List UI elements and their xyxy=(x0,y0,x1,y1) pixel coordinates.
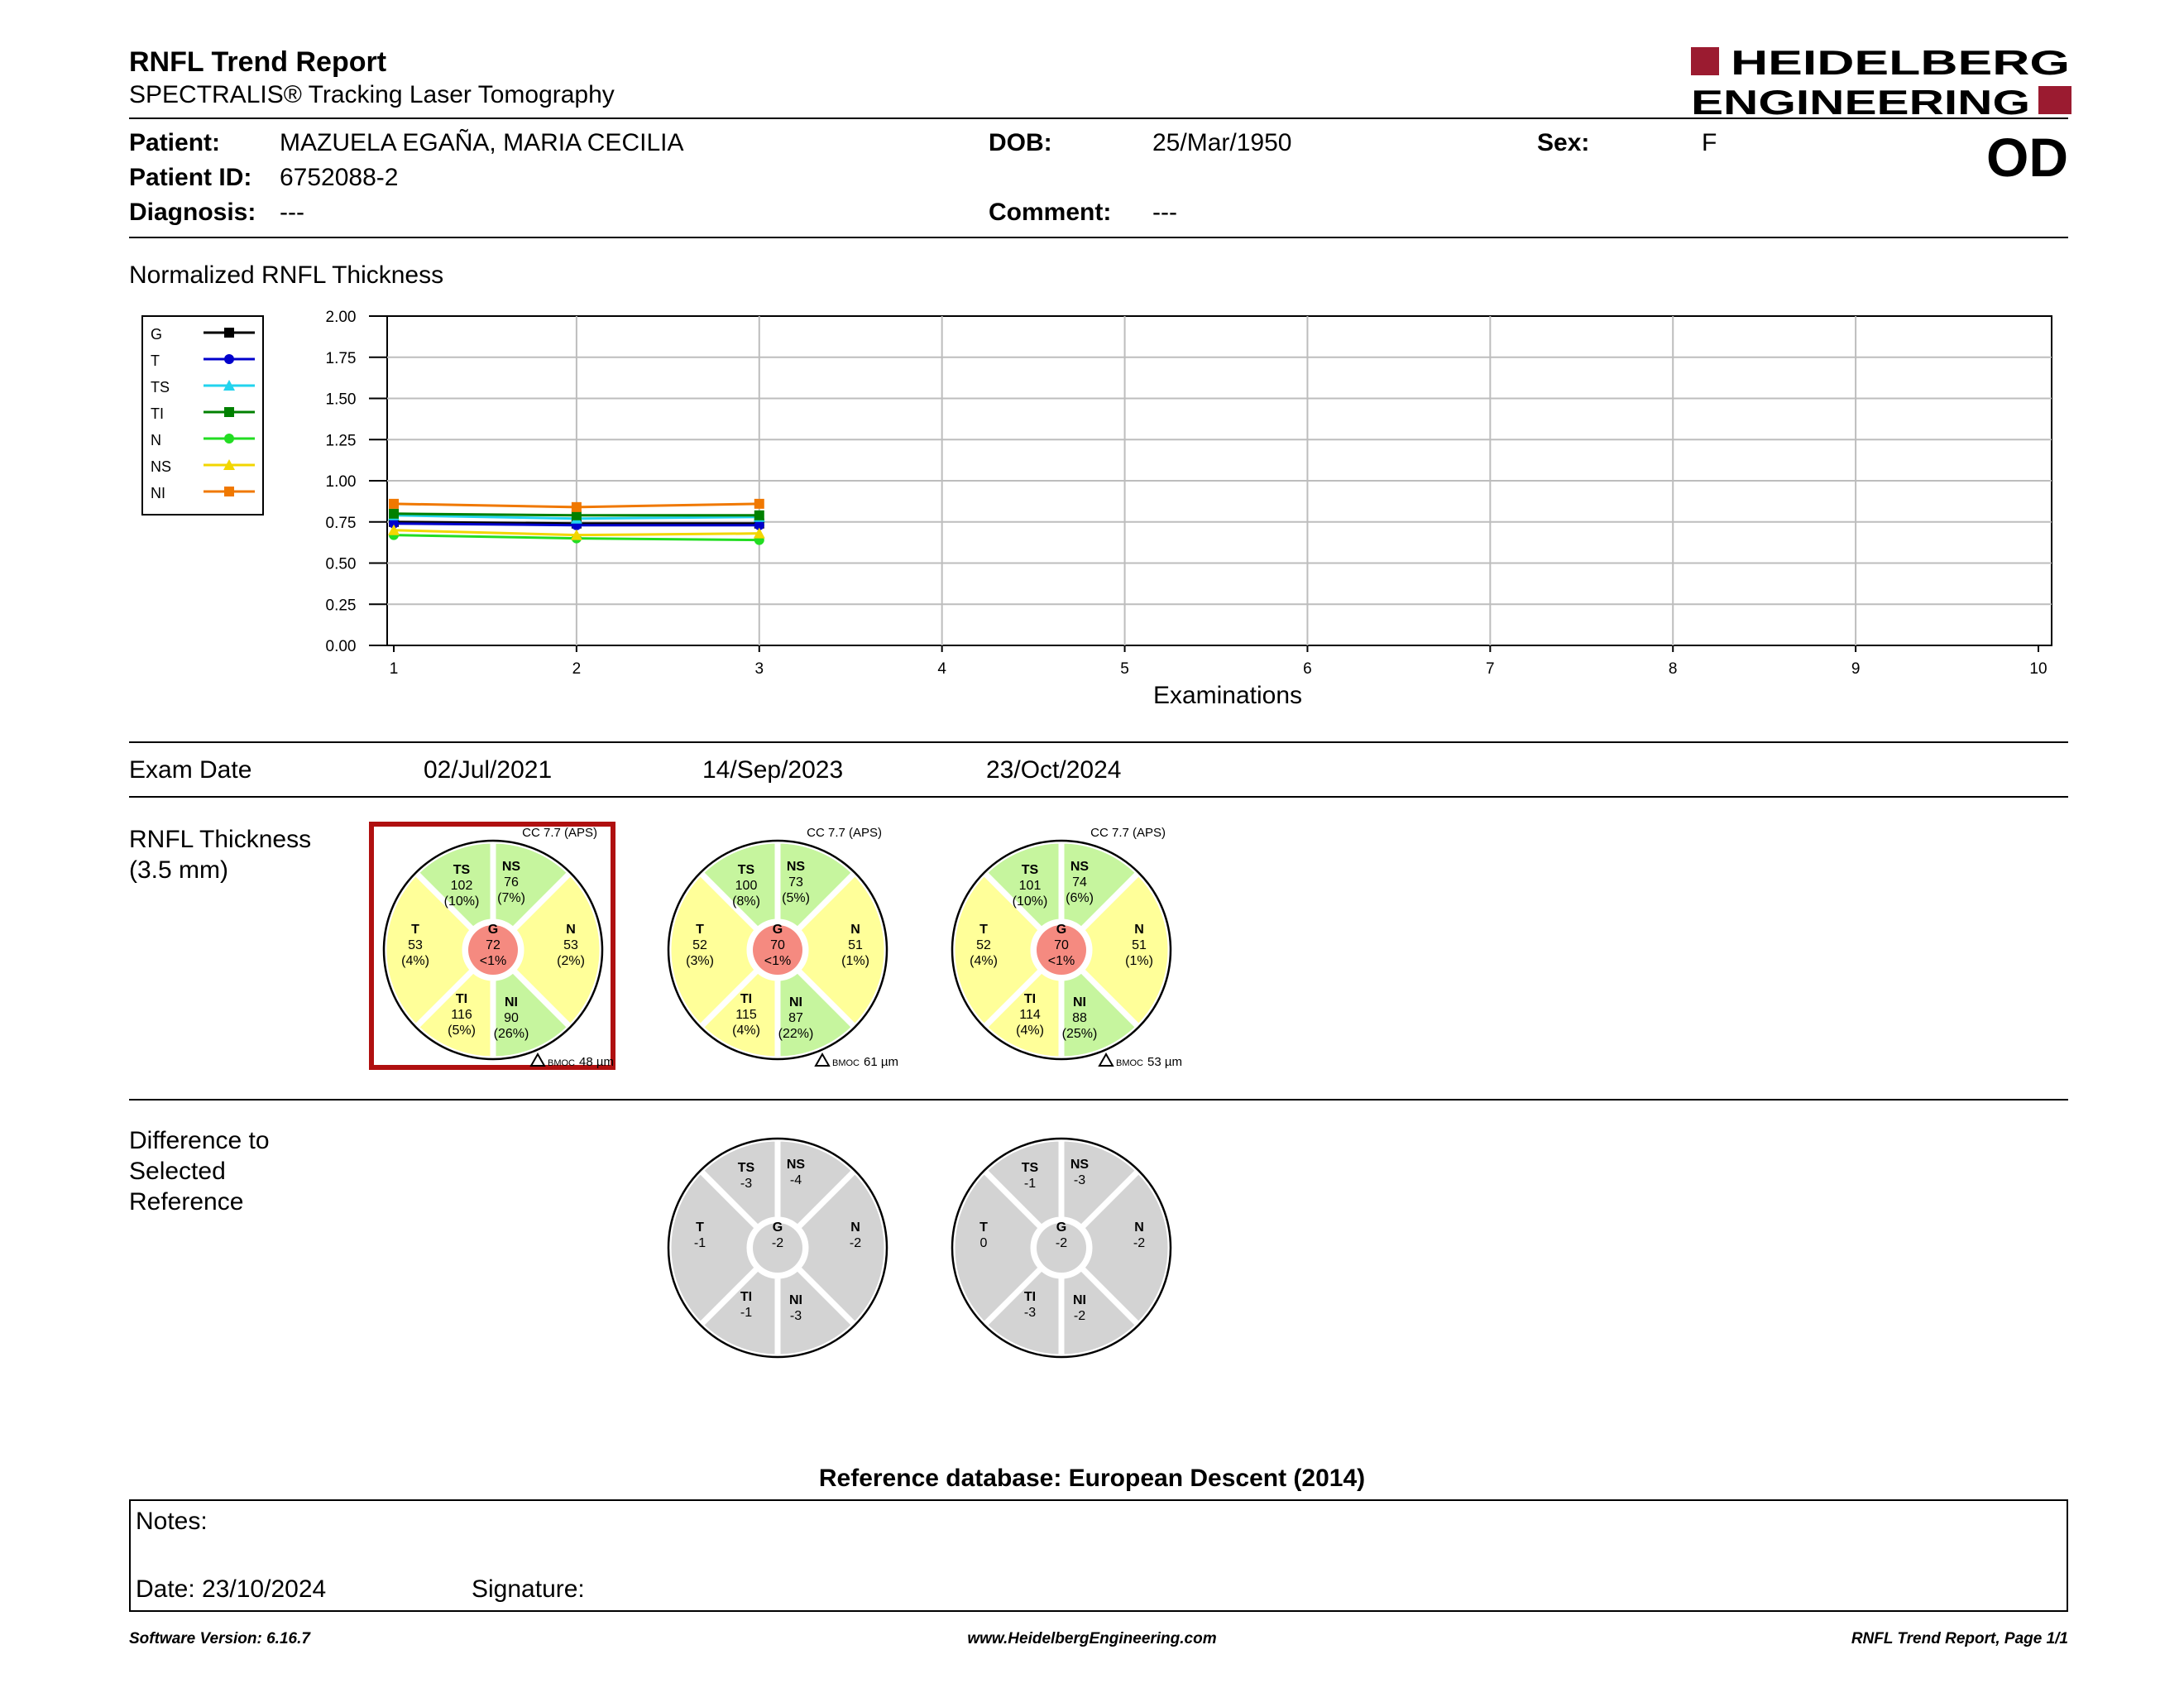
chart-section-title: Normalized RNFL Thickness xyxy=(129,261,444,289)
sector-value-ti: 116 xyxy=(451,1008,472,1022)
sector-value-ns: 74 xyxy=(1072,875,1087,890)
exam-date-1: 02/Jul/2021 xyxy=(424,756,553,784)
sector-value-g: 70 xyxy=(770,938,785,952)
chart-y-tick-label: 2.00 xyxy=(325,309,357,326)
chart-x-tick-label: 10 xyxy=(2029,660,2048,678)
bmoc-value: 53 µm xyxy=(1147,1055,1182,1069)
sector-label-ti: TI xyxy=(1023,992,1037,1006)
delta-icon xyxy=(816,1054,829,1066)
chart-x-tick-label: 3 xyxy=(754,660,764,678)
sector-label-t: T xyxy=(411,923,419,937)
sector-label-ni: NI xyxy=(1073,1293,1086,1307)
sector-label-ns: NS xyxy=(786,860,806,874)
chart-x-tick-label: 9 xyxy=(1851,660,1861,678)
cc-label: CC 7.7 (APS) xyxy=(1090,826,1166,840)
notes-box xyxy=(129,1499,2068,1612)
sector-label-ti: TI xyxy=(740,992,753,1006)
chart-legend-label: TS xyxy=(151,379,170,396)
sector-value-ni: 88 xyxy=(1072,1011,1087,1025)
signature-label: Signature: xyxy=(472,1575,585,1603)
sector-value-g: -2 xyxy=(1055,1236,1068,1250)
chart-y-tick-label: 0.75 xyxy=(325,514,357,532)
chart-x-tick-label: 1 xyxy=(389,660,399,678)
sector-value-n: -2 xyxy=(1133,1236,1146,1250)
sector-label-ns: NS xyxy=(1070,1158,1090,1172)
notes-label: Notes: xyxy=(136,1508,208,1535)
sector-value-g: -2 xyxy=(771,1236,784,1250)
footer-website[interactable]: www.HeidelbergEngineering.com xyxy=(967,1630,1217,1647)
logo-line-1: HEIDELBERG xyxy=(1731,43,2070,82)
sector-label-t: T xyxy=(979,923,988,937)
sector-label-ti: TI xyxy=(1023,1290,1037,1304)
sector-percentile-t: (4%) xyxy=(401,954,429,968)
thickness-circle-1 xyxy=(384,826,614,1069)
sector-percentile-ti: (5%) xyxy=(448,1024,476,1038)
difference-circle-1 xyxy=(668,1139,887,1357)
sector-percentile-n: (1%) xyxy=(1125,954,1153,968)
chart-y-tick-label: 1.25 xyxy=(325,432,357,450)
sector-value-ti: -1 xyxy=(740,1306,753,1320)
chart-legend-label: NS xyxy=(151,458,172,475)
sector-value-ts: 100 xyxy=(735,879,758,893)
thickness-divider xyxy=(129,1099,2068,1101)
sector-value-n: 53 xyxy=(563,938,578,952)
sector-value-ni: 87 xyxy=(788,1011,803,1025)
cc-label: CC 7.7 (APS) xyxy=(522,826,597,840)
sector-value-ts: -3 xyxy=(740,1177,753,1191)
sector-value-n: -2 xyxy=(849,1236,862,1250)
sector-value-ns: 73 xyxy=(788,875,803,890)
chart-x-tick-label: 7 xyxy=(1486,660,1495,678)
chart-y-tick-label: 0.00 xyxy=(325,638,357,655)
dob-value: 25/Mar/1950 xyxy=(1152,129,1292,156)
sector-percentile-g: <1% xyxy=(764,954,792,968)
sector-value-ti: 114 xyxy=(1019,1008,1041,1022)
patient-id-label: Patient ID: xyxy=(129,164,252,191)
sector-label-ts: TS xyxy=(737,1161,755,1175)
diagnosis-value: --- xyxy=(280,199,304,226)
report-subtitle: SPECTRALIS® Tracking Laser Tomography xyxy=(129,81,615,108)
bmoc-value: 61 µm xyxy=(864,1055,898,1069)
sector-value-n: 51 xyxy=(848,938,863,952)
sector-percentile-n: (1%) xyxy=(841,954,869,968)
sector-label-g: G xyxy=(1056,1220,1067,1235)
patient-label: Patient: xyxy=(129,129,221,156)
sex-label: Sex: xyxy=(1537,129,1590,156)
cc-label: CC 7.7 (APS) xyxy=(807,826,882,840)
sector-percentile-t: (4%) xyxy=(970,954,998,968)
sector-value-ts: 102 xyxy=(450,879,473,893)
sector-percentile-ti: (4%) xyxy=(1016,1024,1044,1038)
logo-line-2: ENGINEERING xyxy=(1691,83,2030,122)
exam-date-2: 14/Sep/2023 xyxy=(702,756,844,784)
chart-x-tick-label: 4 xyxy=(937,660,946,678)
sector-label-ts: TS xyxy=(1021,863,1039,877)
footer-page: RNFL Trend Report, Page 1/1 xyxy=(1851,1630,2068,1647)
notes-date: Date: 23/10/2024 xyxy=(136,1575,327,1603)
sector-percentile-ns: (5%) xyxy=(782,891,810,905)
sector-label-g: G xyxy=(1056,923,1067,937)
sector-value-ns: -3 xyxy=(1073,1173,1086,1187)
sector-value-ns: -4 xyxy=(789,1173,802,1187)
reference-database: Reference database: European Descent (2014) xyxy=(818,1465,1366,1492)
chart-y-tick-label: 1.00 xyxy=(325,473,357,491)
sector-label-ts: TS xyxy=(1021,1161,1039,1175)
diagnosis-label: Diagnosis: xyxy=(129,199,256,226)
difference-title-line-2: Selected xyxy=(129,1158,226,1185)
sector-value-ti: 115 xyxy=(735,1008,757,1022)
eye-indicator: OD xyxy=(1986,127,2068,188)
sector-label-n: N xyxy=(850,1220,860,1235)
sector-value-ni: -3 xyxy=(789,1309,802,1323)
sector-percentile-g: <1% xyxy=(479,954,507,968)
sector-label-ns: NS xyxy=(786,1158,806,1172)
chart-x-tick-label: 8 xyxy=(1668,660,1678,678)
sector-value-ti: -3 xyxy=(1023,1306,1037,1320)
bmoc-label: BMOC xyxy=(832,1058,860,1068)
exam-date-label: Exam Date xyxy=(129,756,252,784)
sector-percentile-ns: (6%) xyxy=(1066,891,1094,905)
sector-label-ts: TS xyxy=(453,863,471,877)
sector-value-t: -1 xyxy=(693,1236,706,1250)
sector-label-n: N xyxy=(850,923,860,937)
sector-value-g: 70 xyxy=(1054,938,1069,952)
difference-title-line-3: Reference xyxy=(129,1188,244,1216)
sector-label-ni: NI xyxy=(789,1293,802,1307)
difference-section-title xyxy=(129,1125,270,1217)
sector-label-t: T xyxy=(696,1220,704,1235)
chart-legend-label: G xyxy=(151,326,163,343)
sector-percentile-ni: (22%) xyxy=(778,1027,814,1041)
dob-label: DOB: xyxy=(989,129,1052,156)
sector-percentile-ns: (7%) xyxy=(497,891,525,905)
sector-label-ti: TI xyxy=(455,992,468,1006)
sector-percentile-ts: (10%) xyxy=(443,894,480,909)
chart-x-tick-label: 6 xyxy=(1303,660,1312,678)
sector-value-n: 51 xyxy=(1132,938,1147,952)
sector-percentile-ts: (8%) xyxy=(732,894,760,909)
sector-label-n: N xyxy=(1134,923,1144,937)
chart-x-tick-label: 5 xyxy=(1120,660,1129,678)
thickness-circle-3 xyxy=(952,826,1182,1069)
sector-percentile-ni: (25%) xyxy=(1061,1027,1098,1041)
chart-y-tick-label: 0.25 xyxy=(325,597,357,615)
comment-label: Comment: xyxy=(989,199,1112,226)
sector-label-n: N xyxy=(566,923,576,937)
patient-name: MAZUELA EGAÑA, MARIA CECILIA xyxy=(280,129,684,156)
thickness-title-line-1: RNFL Thickness xyxy=(129,826,312,853)
patient-id: 6752088-2 xyxy=(280,164,399,191)
chart-legend-label: NI xyxy=(151,485,165,501)
sector-label-ns: NS xyxy=(1070,860,1090,874)
sex-value: F xyxy=(1702,129,1717,156)
exam-date-3: 23/Oct/2024 xyxy=(986,756,1122,784)
sector-label-ni: NI xyxy=(505,995,518,1009)
sector-value-t: 52 xyxy=(976,938,991,952)
sector-value-ni: 90 xyxy=(504,1011,519,1025)
sector-label-n: N xyxy=(1134,1220,1144,1235)
sector-label-ti: TI xyxy=(740,1290,753,1304)
sector-value-ts: -1 xyxy=(1023,1177,1037,1191)
sector-label-g: G xyxy=(487,923,499,937)
sector-percentile-ts: (10%) xyxy=(1012,894,1048,909)
sector-label-t: T xyxy=(979,1220,988,1235)
chart-y-tick-label: 1.75 xyxy=(325,349,357,367)
chart-legend-label: TI xyxy=(151,405,164,422)
sector-value-ts: 101 xyxy=(1018,879,1042,893)
thickness-circle-2 xyxy=(668,826,898,1069)
sector-label-ni: NI xyxy=(1073,995,1086,1009)
chart-y-tick-label: 1.50 xyxy=(325,391,357,409)
sector-label-g: G xyxy=(772,1220,783,1235)
sector-label-g: G xyxy=(772,923,783,937)
sector-percentile-g: <1% xyxy=(1047,954,1075,968)
sector-value-ns: 76 xyxy=(504,875,519,890)
sector-value-ni: -2 xyxy=(1073,1309,1086,1323)
report-title: RNFL Trend Report xyxy=(129,46,387,78)
sector-label-t: T xyxy=(696,923,704,937)
comment-value: --- xyxy=(1152,199,1177,226)
sector-value-t: 53 xyxy=(408,938,423,952)
sector-value-t: 0 xyxy=(979,1236,988,1250)
thickness-title-line-2: (3.5 mm) xyxy=(129,856,228,884)
delta-icon xyxy=(1099,1054,1113,1066)
delta-icon xyxy=(531,1054,544,1066)
chart-legend-label: N xyxy=(151,432,161,448)
sector-percentile-ni: (26%) xyxy=(493,1027,529,1041)
sector-value-t: 52 xyxy=(692,938,707,952)
footer-software-version: Software Version: 6.16.7 xyxy=(129,1630,310,1647)
sector-label-ns: NS xyxy=(501,860,521,874)
difference-title-line-1: Difference to xyxy=(129,1127,270,1154)
chart-x-tick-label: 2 xyxy=(572,660,582,678)
bmoc-label: BMOC xyxy=(548,1058,575,1068)
difference-circle-2 xyxy=(952,1139,1171,1357)
chart-y-tick-label: 0.50 xyxy=(325,555,357,573)
sector-label-ts: TS xyxy=(737,863,755,877)
sector-percentile-ti: (4%) xyxy=(732,1024,760,1038)
sector-percentile-n: (2%) xyxy=(557,954,585,968)
sector-percentile-t: (3%) xyxy=(686,954,714,968)
bmoc-label: BMOC xyxy=(1116,1058,1143,1068)
chart-x-axis-label: Examinations xyxy=(1152,682,1303,709)
sector-value-g: 72 xyxy=(486,938,500,952)
chart-legend-label: T xyxy=(151,352,160,369)
bmoc-value: 48 µm xyxy=(579,1055,614,1069)
sector-label-ni: NI xyxy=(789,995,802,1009)
